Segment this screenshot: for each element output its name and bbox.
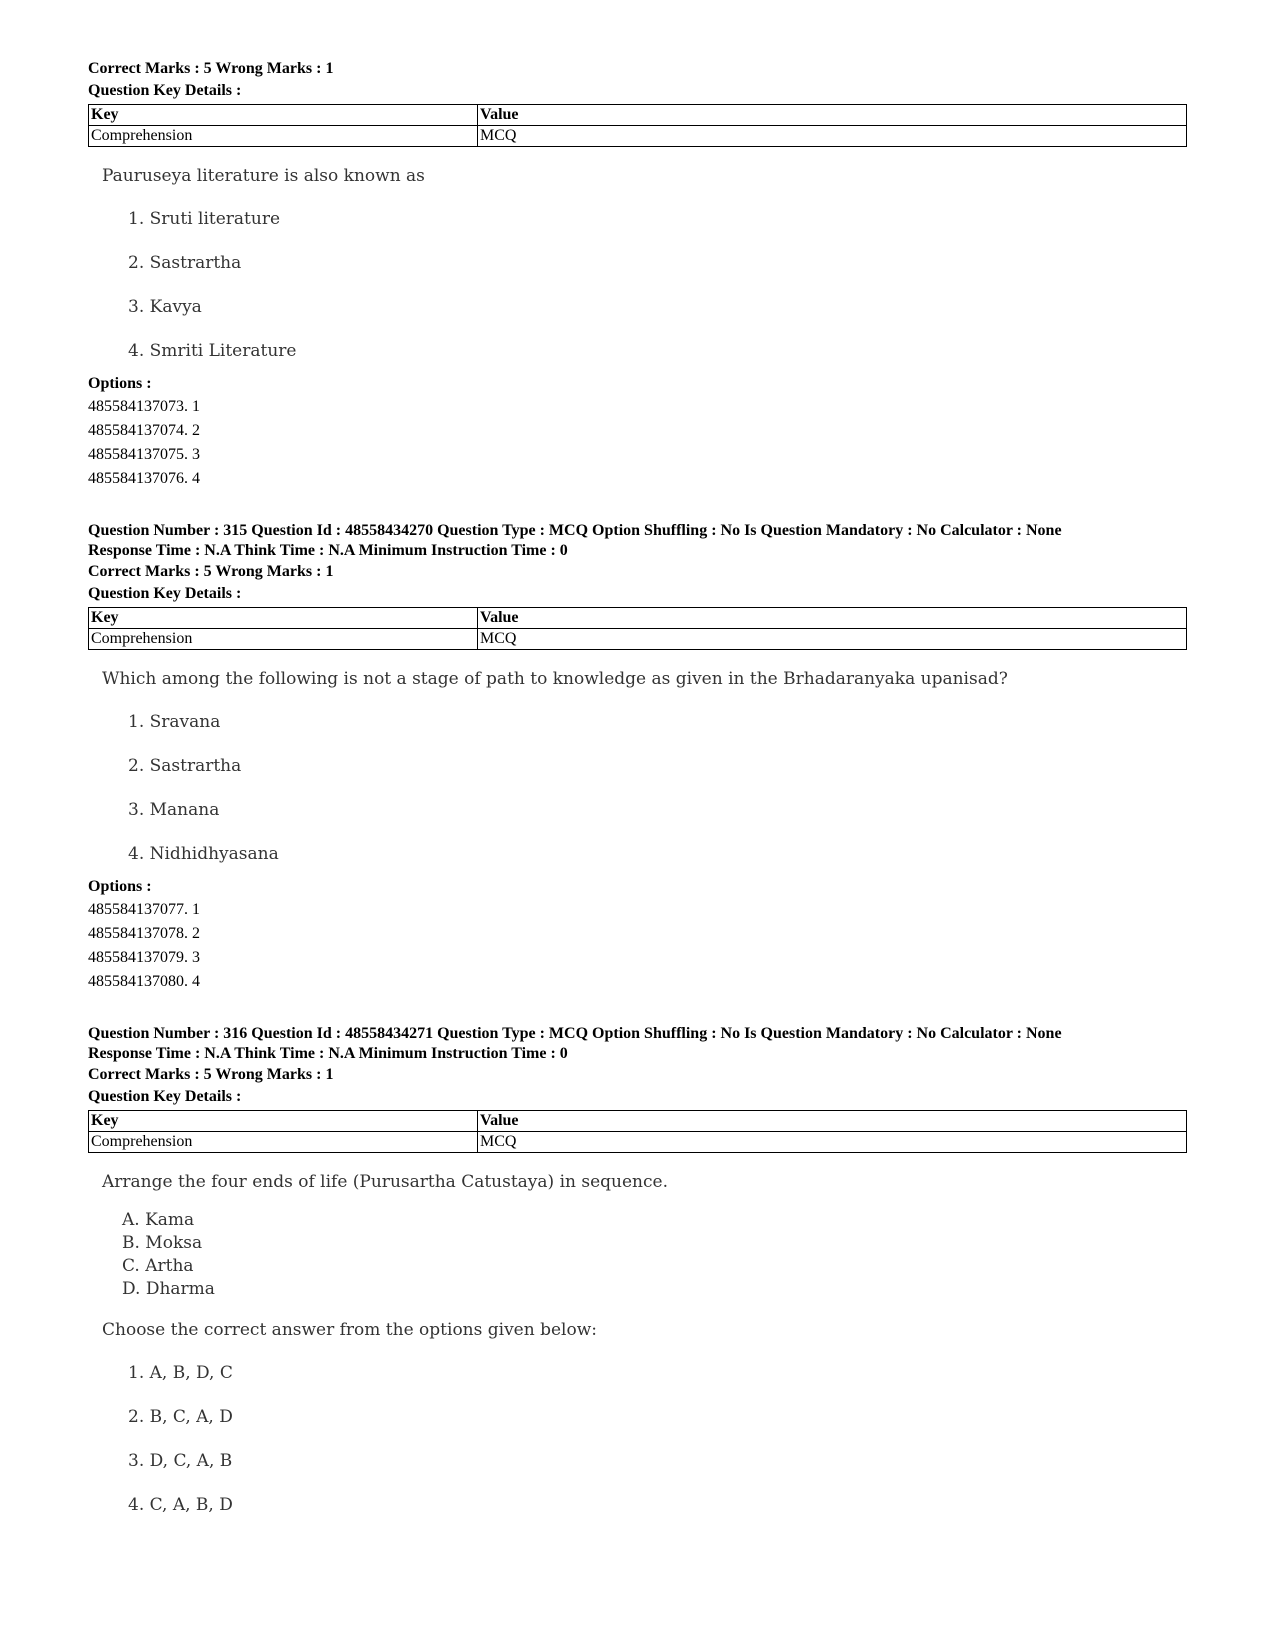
option-id-row: 485584137080. 4 (88, 973, 200, 990)
question-meta-line: Question Number : 316 Question Id : 48558434271 Question Type : MCQ Option Shuffling : No Is Question Mandatory : No Calculator : None (88, 1025, 1062, 1042)
question-block-316 (88, 1024, 1186, 1517)
choice-1: 1. Sruti literature (128, 209, 281, 229)
timing-meta-line: Response Time : N.A Think Time : N.A Minimum Instruction Time : 0 (88, 542, 568, 559)
marks-line: Correct Marks : 5 Wrong Marks : 1 (88, 563, 334, 580)
options-label: Options : (88, 878, 152, 895)
table-cell-value: MCQ (478, 629, 1187, 650)
choice-3: 3. D, C, A, B (128, 1451, 233, 1471)
table-header-row (89, 1111, 1187, 1132)
option-id-row: 485584137075. 3 (88, 446, 200, 463)
table-cell-key: Comprehension (89, 126, 478, 147)
table-cell-value: MCQ (478, 126, 1187, 147)
table-cell-value: MCQ (478, 1132, 1187, 1153)
question-stem: Pauruseya literature is also known as (102, 166, 425, 186)
choice-4: 4. C, A, B, D (128, 1495, 233, 1515)
table-header-row (89, 105, 1187, 126)
choice-1: 1. Sravana (128, 712, 221, 732)
question-stem: Which among the following is not a stage of path to knowledge as given in the Brhadaranyaka upanisad? (102, 669, 1008, 689)
statement-c: C. Artha (122, 1256, 194, 1276)
question-content (88, 1171, 1186, 1517)
statement-list (122, 1209, 1186, 1301)
table-header-key: Key (89, 1111, 478, 1132)
table-row (89, 126, 1187, 147)
option-id-row: 485584137073. 1 (88, 398, 200, 415)
key-details-table (88, 1110, 1187, 1153)
question-meta-line: Question Number : 315 Question Id : 48558434270 Question Type : MCQ Option Shuffling : No Is Question Mandatory : No Calculator : None (88, 522, 1062, 539)
marks-line: Correct Marks : 5 Wrong Marks : 1 (88, 60, 334, 77)
statement-b: B. Moksa (122, 1233, 203, 1253)
option-id-row: 485584137076. 4 (88, 470, 200, 487)
question-block-314 (88, 58, 1186, 491)
statement-d: D. Dharma (122, 1279, 215, 1299)
section-gap (88, 491, 1186, 521)
question-content (88, 165, 1186, 363)
choice-2: 2. Sastrartha (128, 253, 242, 273)
option-id-row: 485584137079. 3 (88, 949, 200, 966)
key-details-table (88, 607, 1187, 650)
table-row (89, 1132, 1187, 1153)
answer-instruction: Choose the correct answer from the options given below: (102, 1320, 597, 1340)
key-details-table (88, 104, 1187, 147)
option-id-row: 485584137074. 2 (88, 422, 200, 439)
table-header-key: Key (89, 105, 478, 126)
document-page (88, 58, 1186, 1517)
question-content (88, 668, 1186, 866)
choice-2: 2. B, C, A, D (128, 1407, 233, 1427)
choice-4: 4. Smriti Literature (128, 341, 297, 361)
choice-2: 2. Sastrartha (128, 756, 242, 776)
table-cell-key: Comprehension (89, 629, 478, 650)
question-block-315 (88, 521, 1186, 994)
question-stem: Arrange the four ends of life (Purusartha Catustaya) in sequence. (102, 1172, 668, 1192)
table-header-row (89, 608, 1187, 629)
table-header-key: Key (89, 608, 478, 629)
table-header-value: Value (478, 1111, 1187, 1132)
options-label: Options : (88, 375, 152, 392)
timing-meta-line: Response Time : N.A Think Time : N.A Minimum Instruction Time : 0 (88, 1045, 568, 1062)
table-header-value: Value (478, 608, 1187, 629)
table-row (89, 629, 1187, 650)
choice-4: 4. Nidhidhyasana (128, 844, 279, 864)
option-id-row: 485584137077. 1 (88, 901, 200, 918)
key-details-label: Question Key Details : (88, 1088, 242, 1105)
choice-1: 1. A, B, D, C (128, 1363, 233, 1383)
section-gap (88, 994, 1186, 1024)
table-cell-key: Comprehension (89, 1132, 478, 1153)
marks-line: Correct Marks : 5 Wrong Marks : 1 (88, 1066, 334, 1083)
table-header-value: Value (478, 105, 1187, 126)
choice-3: 3. Kavya (128, 297, 202, 317)
key-details-label: Question Key Details : (88, 82, 242, 99)
key-details-label: Question Key Details : (88, 585, 242, 602)
statement-a: A. Kama (122, 1210, 195, 1230)
choice-3: 3. Manana (128, 800, 220, 820)
option-id-row: 485584137078. 2 (88, 925, 200, 942)
